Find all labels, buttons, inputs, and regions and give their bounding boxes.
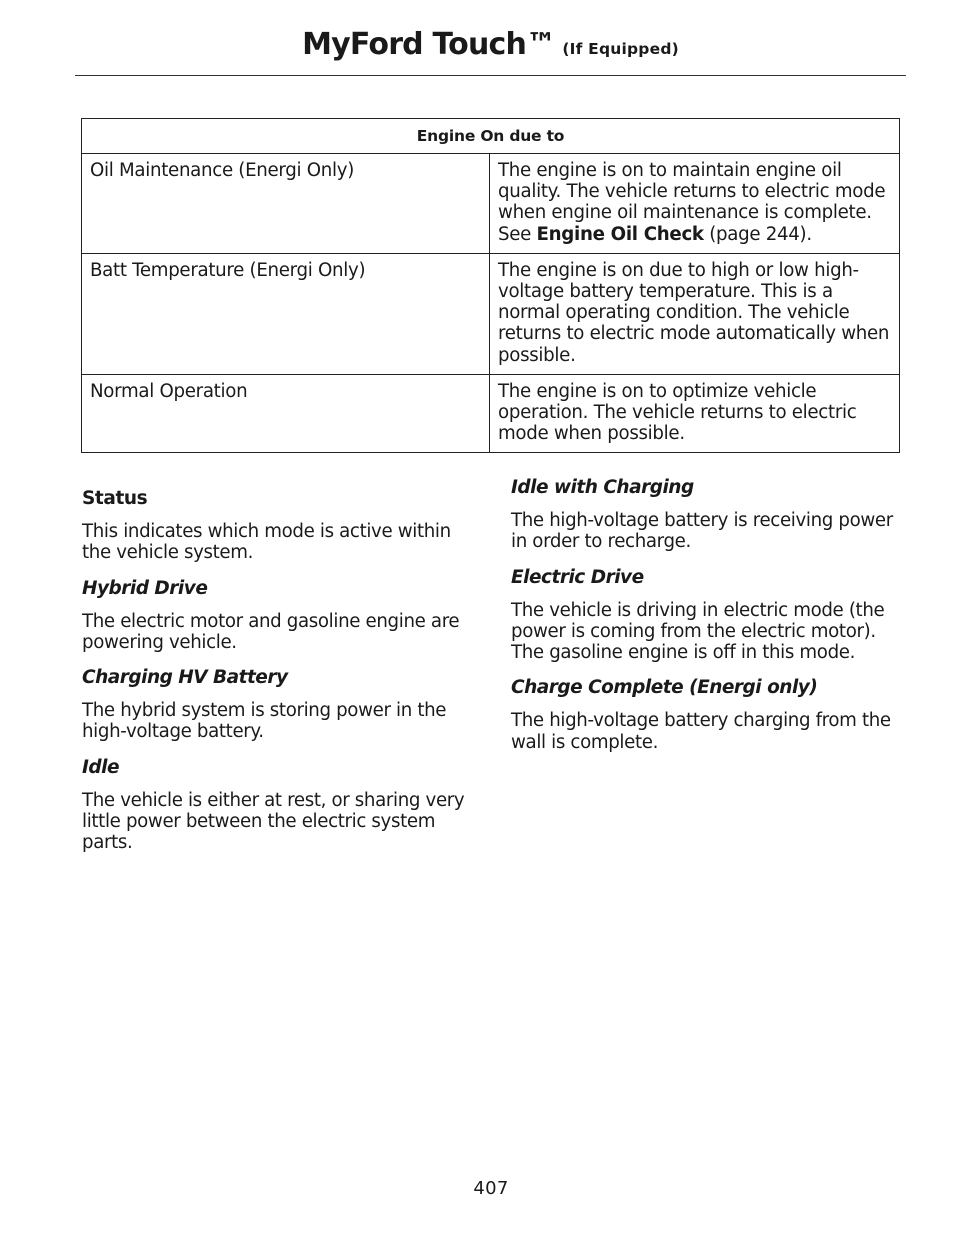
page-subtitle: (If Equipped) (562, 40, 679, 58)
status-heading: Status (82, 488, 148, 509)
section-text: The electric motor and gasoline engine are powering vehicle. (82, 610, 460, 653)
section-text: The high-voltage battery charging from the wall is complete. (511, 710, 891, 753)
section-text: The vehicle is driving in electric mode (the power is coming from the electric motor). The gasoline engine is off in this mode. (511, 599, 885, 664)
section-text: The vehicle is either at rest, or sharing very little power between the electric system parts. (82, 789, 465, 854)
engine-on-table (81, 118, 900, 453)
left-column (82, 487, 474, 867)
status-intro: This indicates which mode is active within the vehicle system. (82, 521, 451, 564)
table-cell-description (490, 154, 900, 254)
table-cell-label: Batt Temperature (Energi Only) (82, 253, 490, 374)
table-header-row (82, 119, 900, 154)
description-text: The engine is on to maintain engine oil quality. The vehicle returns to electric mode when engine oil maintenance is complete. See (498, 160, 886, 245)
section-title: Idle with Charging (511, 477, 694, 498)
table-cell-label: Oil Maintenance (Energi Only) (82, 154, 490, 254)
section-text: The high-voltage battery is receiving power in order to recharge. (511, 510, 893, 553)
section-title: Electric Drive (511, 566, 644, 588)
page-title: MyFord Touch™ (302, 27, 556, 62)
table-cell-description: The engine is on due to high or low high-voltage battery temperature. This is a normal operating condition. The vehicle returns to electric mode automatically when possible. (490, 253, 900, 374)
section-text: The hybrid system is storing power in the high-voltage battery. (82, 700, 447, 743)
section-title: Charging HV Battery (82, 667, 288, 689)
page-header (75, 25, 906, 76)
table-row (82, 253, 900, 374)
engine-oil-check-reference: Engine Oil Check (536, 223, 704, 245)
table-header: Engine On due to (82, 119, 900, 154)
section-title: Idle (82, 756, 120, 778)
page-number: 407 (473, 1178, 509, 1199)
right-column (511, 476, 903, 766)
page-reference: (page 244). (703, 223, 812, 245)
table-cell-description: The engine is on to optimize vehicle operation. The vehicle returns to electric mode when possible. (490, 374, 900, 453)
section-title: Charge Complete (Energi only) (511, 677, 818, 699)
section-title: Hybrid Drive (82, 577, 208, 599)
table-cell-label: Normal Operation (82, 374, 490, 453)
table-row (82, 374, 900, 453)
table-row (82, 154, 900, 254)
